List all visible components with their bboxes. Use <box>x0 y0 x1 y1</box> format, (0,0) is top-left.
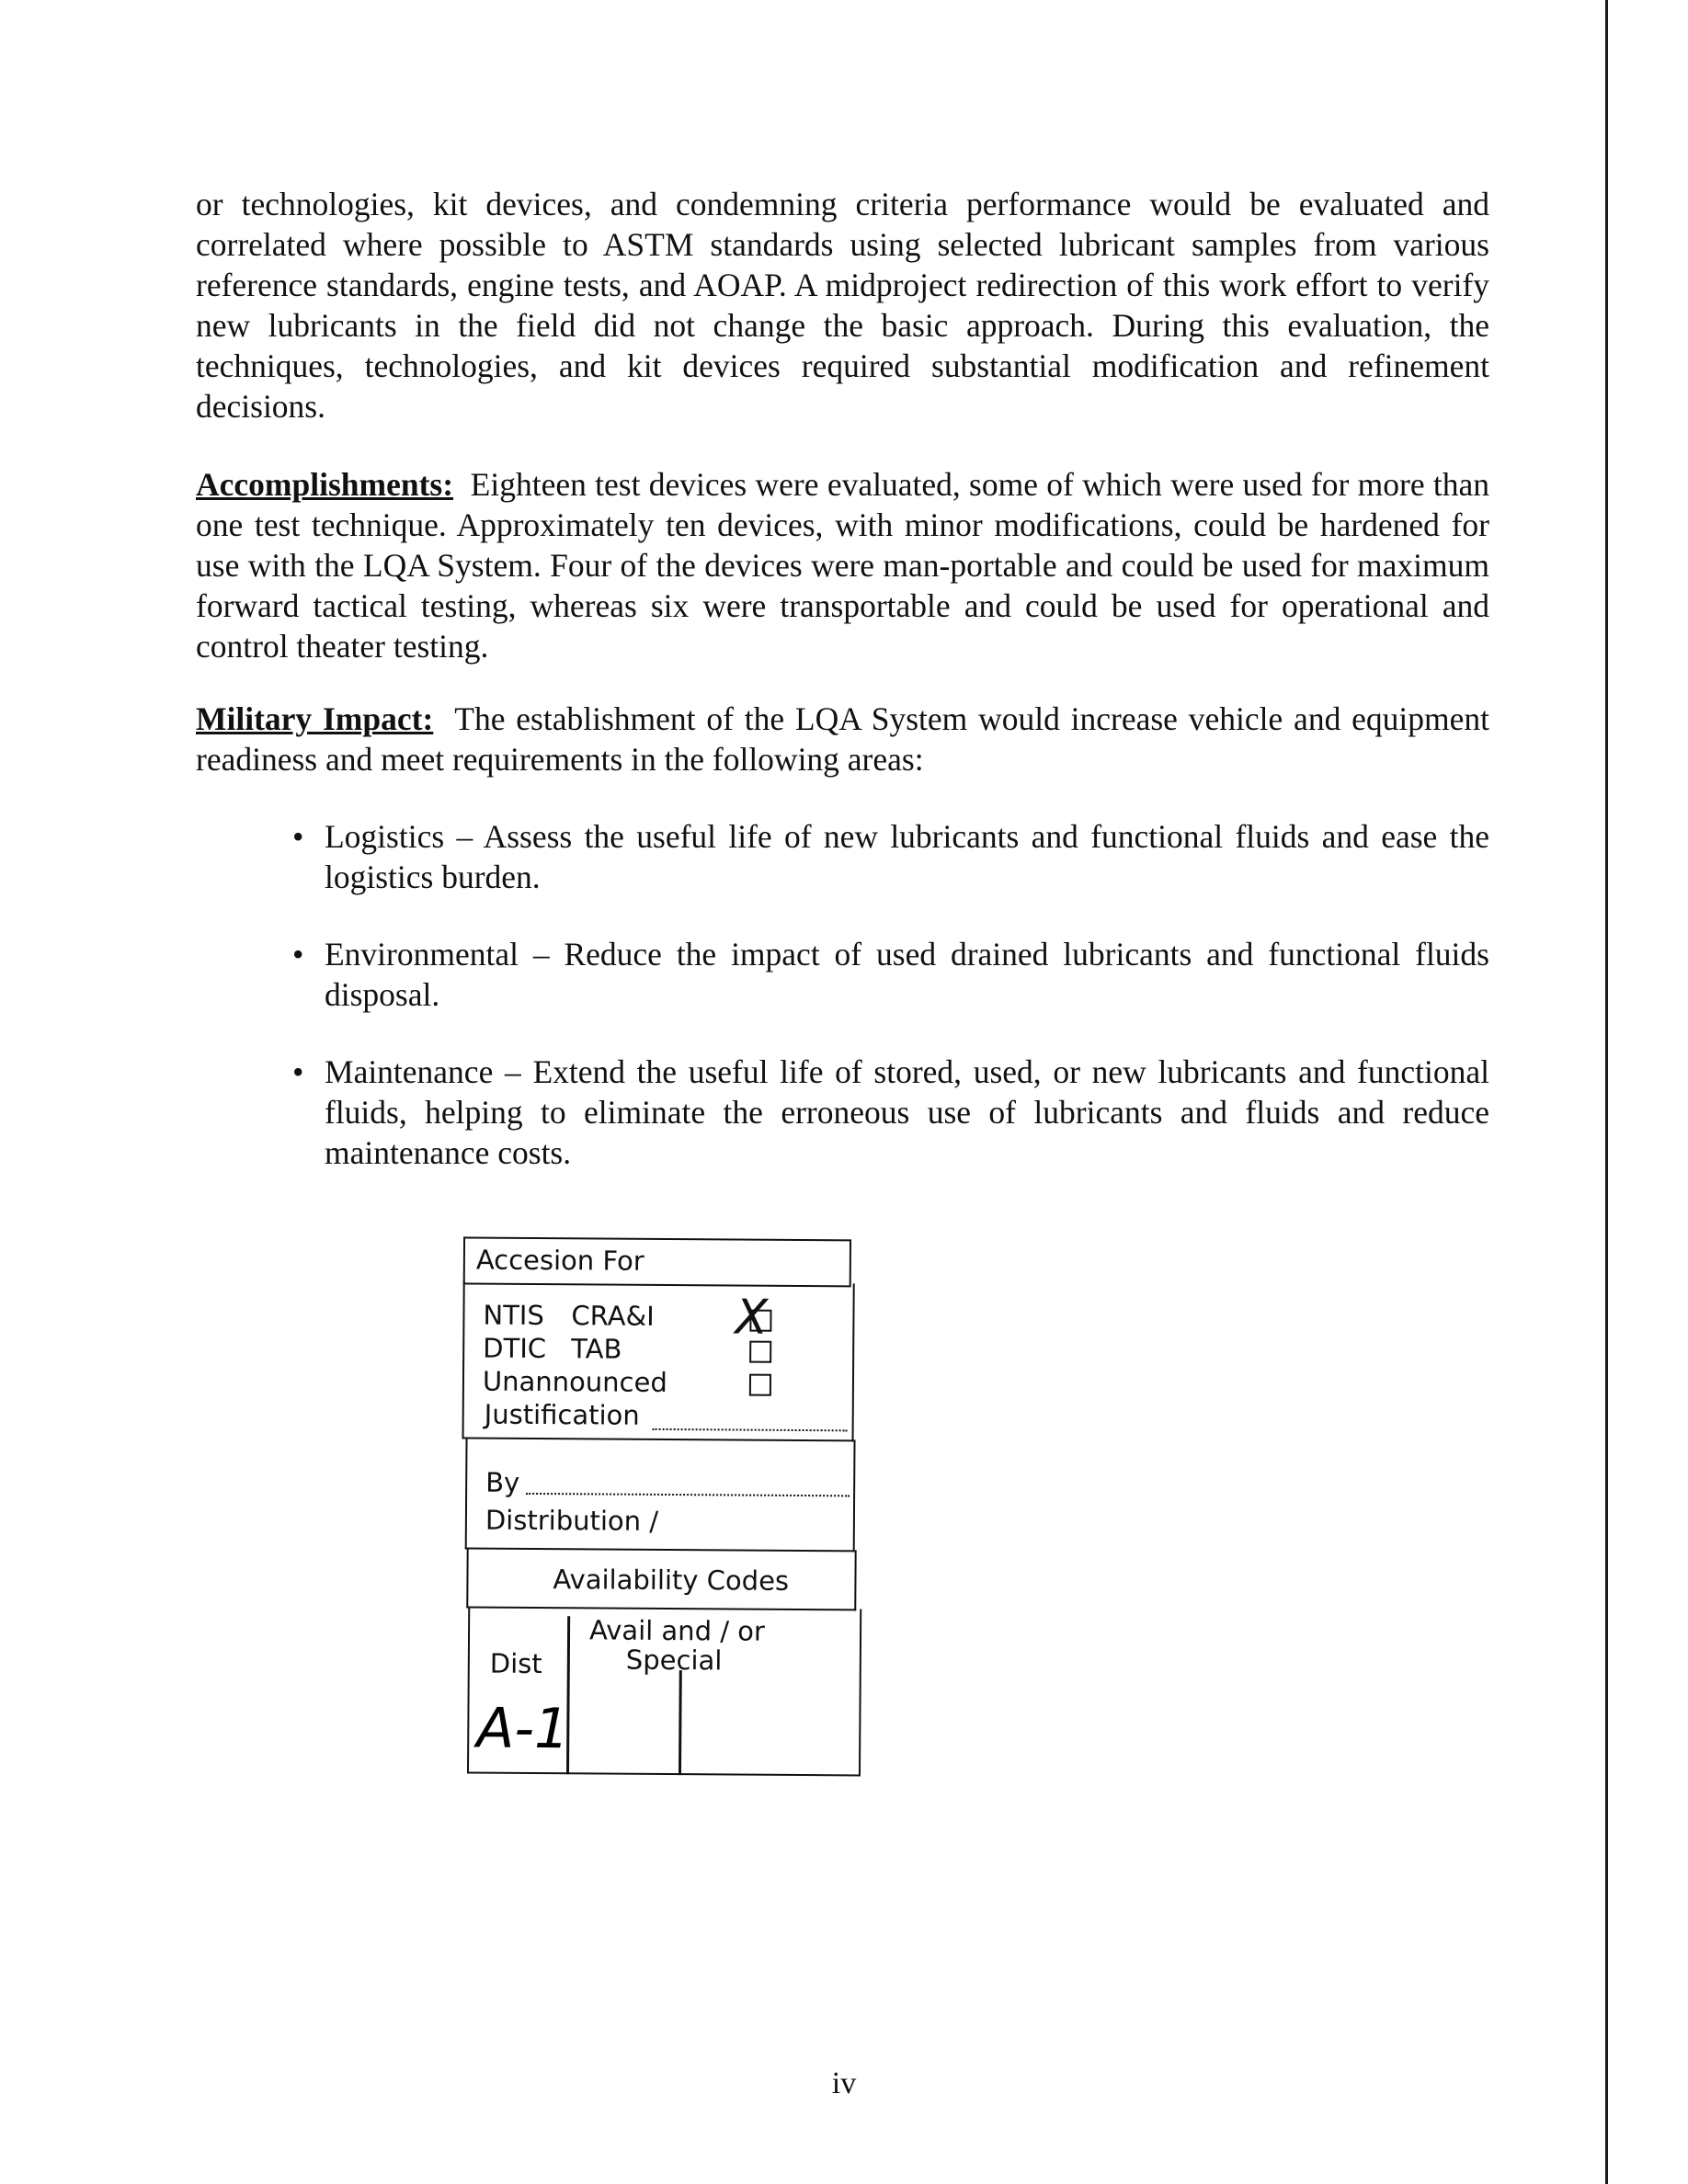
military-impact-text: The establishment of the LQA System would increase vehicle and equipment readiness and meet requirements in the following areas: <box>196 700 1489 778</box>
bullet-text: Environmental – Reduce the impact of used drained lubricants and functional fluids disposal. <box>325 936 1489 1013</box>
accomplishments-paragraph <box>196 464 1489 666</box>
list-item <box>292 934 1489 1015</box>
dtic-label: DTIC <box>483 1332 547 1365</box>
military-impact-paragraph <box>196 699 1489 779</box>
avail-label: Avail and / or <box>588 1614 766 1647</box>
availability-codes-label: Availability Codes <box>553 1564 790 1597</box>
ntis-label: NTIS <box>483 1299 544 1332</box>
page-number: iv <box>831 2066 857 2100</box>
accession-form-stamp <box>460 1236 877 1781</box>
intro-paragraph: or technologies, kit devices, and condemning criteria performance would be evaluated and correlated where possible to ASTM standards using selected lubricant samples from various reference standards, engine tests, and AOAP. A midproject redirection of this work effort to verify new lubricants in the field did not change the basic approach. During this evaluation, the techniques, technologies, and kit devices required substantial modification and refinement decisions. <box>196 186 1489 425</box>
bullet-icon: • <box>292 818 304 855</box>
bullet-text: Maintenance – Extend the useful life of stored, used, or new lubricants and functional fluids, helping to eliminate the erroneous use of lubricants and fluids and reduce maintenance costs. <box>325 1053 1489 1171</box>
list-item <box>292 1052 1489 1173</box>
accomplishments-text: Eighteen test devices were evaluated, some of which were used for more than one test technique. Approximately ten devices, with minor modifications, could be hardened for use with the LQA System. Four of the devices were man-portable and could be used for maximum forward tactical testing, whereas six were transportable and could be used for operational and control theater testing. <box>196 466 1490 665</box>
bullet-icon: • <box>292 936 304 973</box>
by-label: By <box>485 1466 520 1498</box>
page-edge-line <box>1605 0 1608 2184</box>
list-item <box>292 816 1489 897</box>
bullet-text: Logistics – Assess the useful life of new lubricants and functional fluids and ease the logistics burden. <box>325 818 1489 895</box>
unannounced-checkbox <box>749 1374 771 1396</box>
special-label: Special <box>625 1644 723 1677</box>
justification-label: Justification <box>484 1398 640 1431</box>
accession-title: Accesion For <box>475 1244 644 1277</box>
unannounced-label: Unannounced <box>482 1365 667 1398</box>
dtic-value: TAB <box>571 1333 622 1365</box>
impact-bullet-list <box>292 816 1489 1210</box>
handwritten-code: A-1 <box>476 1696 570 1762</box>
military-impact-heading: Military Impact: <box>196 700 434 737</box>
bullet-icon: • <box>292 1053 304 1090</box>
accomplishments-heading: Accomplishments: <box>196 466 454 503</box>
ntis-value: CRA&I <box>571 1300 655 1332</box>
dtic-checkbox <box>749 1341 771 1363</box>
distribution-label: Distribution / <box>485 1504 659 1537</box>
dist-label: Dist <box>489 1647 542 1680</box>
ntis-checkmark: X <box>735 1290 769 1346</box>
